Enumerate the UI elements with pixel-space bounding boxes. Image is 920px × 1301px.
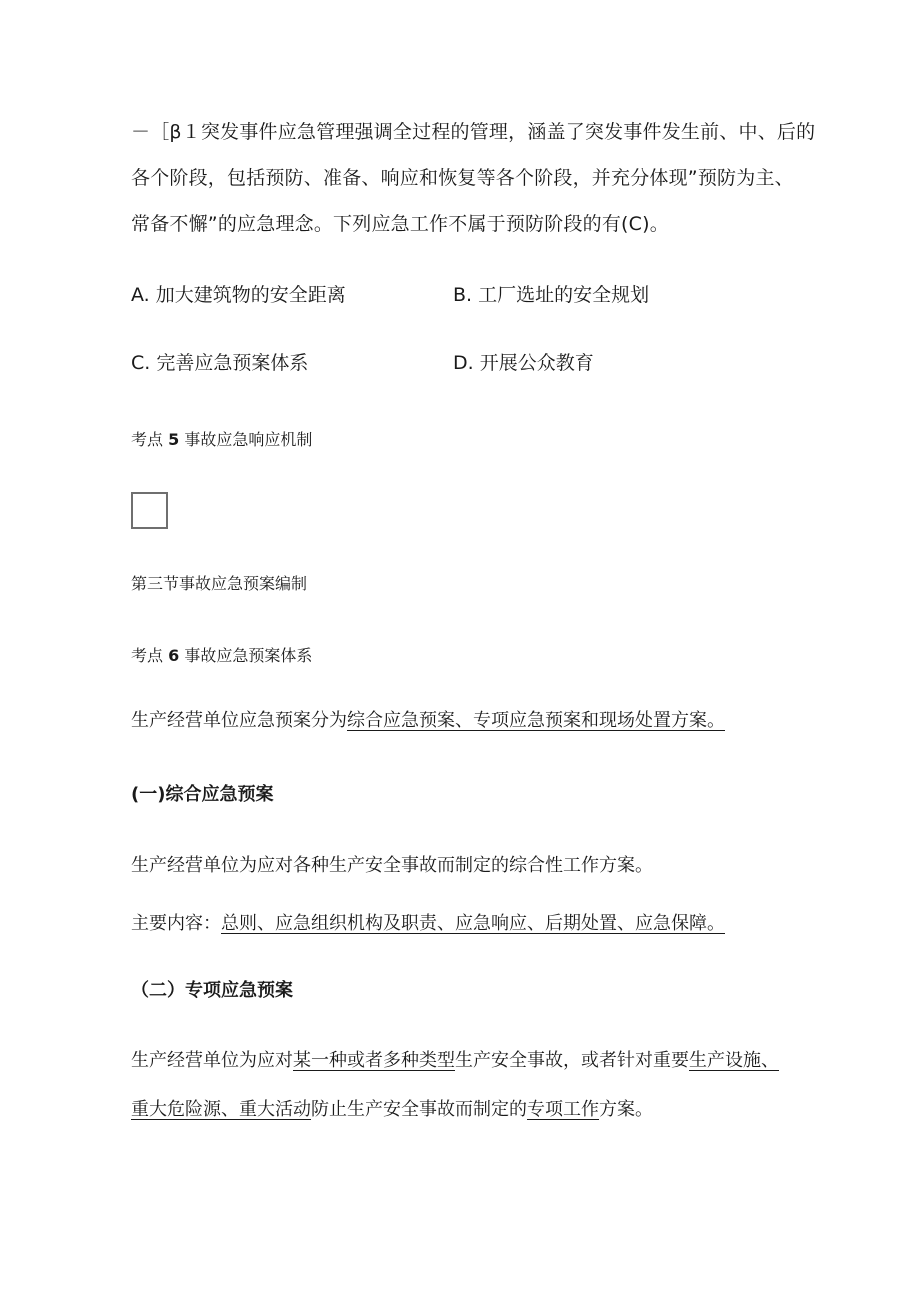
- kaodian-6-prefix: 考点: [131, 646, 164, 665]
- option-d: D. 开展公众教育: [453, 352, 594, 374]
- part-1-content: [131, 913, 725, 935]
- part-2-line-2-d: 方案。: [599, 1099, 653, 1120]
- part-2-line-2-b: 防止生产安全事故而制定的: [311, 1099, 527, 1120]
- part-2-line-1-c: 生产安全事故，或者针对重要: [455, 1050, 689, 1071]
- part-2-line-1-a: 生产经营单位为应对: [131, 1050, 293, 1071]
- kaodian-5-prefix: 考点: [131, 430, 164, 449]
- part-1-content-underlined: 总则、应急组织机构及职责、应急响应、后期处置、应急保障。: [221, 913, 725, 934]
- part-2-line-1: [131, 1050, 779, 1072]
- part-2-line-2-a: 重大危险源、重大活动: [131, 1099, 311, 1120]
- option-c: C. 完善应急预案体系: [131, 352, 309, 374]
- intro-paragraph: [131, 710, 725, 732]
- section-3-title: 第三节事故应急预案编制: [131, 574, 308, 593]
- question-line-2: 各个阶段，包括预防、准备、响应和恢复等各个阶段，并充分体现”预防为主、: [131, 167, 794, 189]
- intro-plain: 生产经营单位应急预案分为: [131, 710, 347, 731]
- option-a: A. 加大建筑物的安全距离: [131, 284, 346, 306]
- image-placeholder: [131, 492, 168, 529]
- part-1-description: 生产经营单位为应对各种生产安全事故而制定的综合性工作方案。: [131, 855, 653, 876]
- part-2-line-2: [131, 1099, 653, 1121]
- part-2-line-2-c: 专项工作: [527, 1099, 599, 1120]
- question-line-3: 常备不懈”的应急理念。下列应急工作不属于预防阶段的有(C)。: [131, 213, 669, 235]
- part-2-line-1-d: 生产设施、: [689, 1050, 779, 1071]
- kaodian-6-title: 事故应急预案体系: [184, 646, 313, 665]
- part-1-heading: (一)综合应急预案: [131, 784, 274, 805]
- kaodian-5-number: 5: [168, 430, 180, 449]
- option-b: B. 工厂选址的安全规划: [453, 284, 650, 306]
- kaodian-6-heading: [131, 646, 312, 665]
- part-2-heading: （二）专项应急预案: [131, 980, 293, 1001]
- kaodian-6-number: 6: [168, 646, 180, 665]
- intro-underlined: 综合应急预案、专项应急预案和现场处置方案。: [347, 710, 725, 731]
- kaodian-5-heading: [131, 430, 312, 449]
- kaodian-5-title: 事故应急响应机制: [184, 430, 313, 449]
- question-line-1: －［β１突发事件应急管理强调全过程的管理，涵盖了突发事件发生前、中、后的: [131, 121, 816, 143]
- part-2-line-1-b: 某一种或者多种类型: [293, 1050, 455, 1071]
- part-1-content-label: 主要内容：: [131, 913, 221, 934]
